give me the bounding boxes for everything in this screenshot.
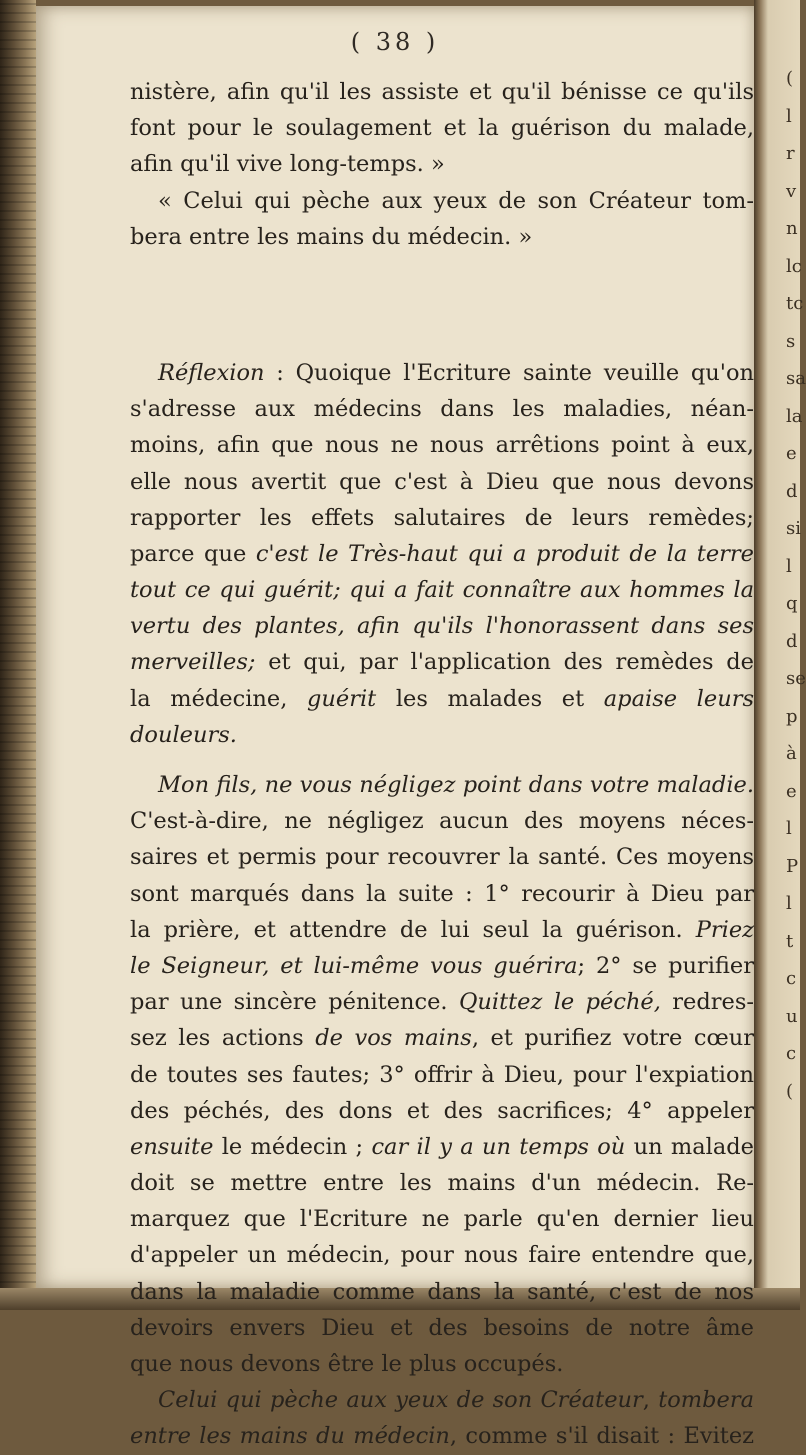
italic-text: apaise leurs [603,685,754,712]
paragraph-gap [130,753,754,767]
text-run: et qui, par l'application des remèdes de [255,649,754,676]
text-run: par une sincère pénitence. [130,989,459,1016]
text-run: , comme s'il disait : Evitez [449,1423,755,1450]
text-run: ; 2° se purifier [577,952,754,979]
text-line [130,644,754,680]
text-run: marquez que l'Ecriture ne parle qu'en dernier lieu [130,1206,754,1233]
text-run: : Quoique l'Ecriture sainte veuille qu'on [264,359,754,386]
text-run: des péchés, des dons et des sacrifices; 4° appeler [130,1097,754,1124]
facing-page-glyph: l [786,105,792,127]
text-line [130,876,754,912]
facing-page-glyph: n [786,218,798,239]
text-run: s'adresse aux médecins dans les maladies, néan- [130,396,754,423]
facing-page-glyph: se [786,668,806,689]
italic-text: car il y a un temps où [371,1133,626,1160]
facing-page-glyph: lc [786,255,802,277]
text-line [130,1418,754,1454]
text-run: font pour le soulagement et la guérison du malade, [130,115,754,142]
italic-text: entre les mains du médecin [130,1423,450,1450]
text-line [130,1310,754,1346]
text-run: d'appeler un médecin, pour nous faire entendre que, [130,1242,754,1269]
text-run: « Celui qui pèche aux yeux de son Créateur tom- [158,187,754,214]
facing-page-glyph: e [786,780,797,802]
text-line [130,536,754,572]
text-run: , [642,1387,659,1414]
text-line [130,74,754,110]
facing-page-glyph: si [786,518,801,539]
text-line [130,1057,754,1093]
text-run: afin qu'il vive long-temps. » [130,151,445,178]
text-line [130,608,754,644]
italic-text: tout ce qui guérit; qui a fait connaître aux hommes la [130,577,754,604]
text-line [130,984,754,1020]
facing-page-glyph: c [786,1043,797,1064]
text-run: parce que [130,540,256,567]
text-run: nistère, afin qu'il les assiste et qu'il bénisse ce qu'ils [130,79,754,105]
facing-page-glyph: v [786,180,797,202]
facing-page-glyph: e [786,443,797,464]
text-line [130,427,754,463]
text-line [130,839,754,875]
facing-page-glyph: p [786,705,798,727]
text-run: un malade [625,1133,754,1160]
facing-page-glyph: t [786,930,794,952]
text-line [130,1346,754,1382]
text-line [130,912,754,948]
text-line [130,146,754,182]
facing-page-glyph: d [786,630,798,652]
facing-page-glyph: r [786,143,795,164]
paragraph-gap [130,255,754,355]
text-line [130,1165,754,1201]
text-run: de toutes ses fautes; 3° offrir à Dieu, pour l'expiation [130,1061,754,1088]
text-line [130,464,754,500]
facing-page-glyph: la [786,405,803,427]
book-spine [0,0,36,1310]
facing-page-glyph: P [786,855,799,877]
facing-page-glyph: ( [786,1080,794,1102]
text-line [130,391,754,427]
text-run: C'est-à-dire, ne négligez aucun des moyens néces- [130,808,754,835]
text-run: elle nous avertit que c'est à Dieu que nous devons [130,468,754,495]
italic-text: Priez [695,916,754,943]
text-line [130,681,754,717]
text-line [130,767,754,803]
text-line [130,948,754,984]
italic-text: douleurs. [130,721,237,748]
text-line [130,572,754,608]
facing-page-glyph: sa [786,368,806,389]
italic-text: Quittez le péché, [458,989,661,1016]
text-run: moins, afin que nous ne nous arrêtions point à eux, [130,432,754,459]
italic-text: vertu des plantes, afin qu'ils l'honorassent dans ses [130,613,754,640]
facing-page-glyph: l [786,555,792,577]
text-line [130,1020,754,1056]
facing-page-glyph: ( [786,68,794,89]
italic-text: de vos mains [315,1025,472,1052]
facing-page-glyph: à [786,743,797,764]
text-line [130,1093,754,1129]
text-run: doit se mettre entre les mains d'un médecin. Re- [130,1170,754,1197]
page-body-text [130,74,754,1455]
italic-text: Réflexion [158,359,265,386]
facing-page-letters [786,60,806,1110]
text-run: les malades et [376,685,604,712]
text-line [130,1237,754,1273]
facing-page-glyph: s [786,330,796,352]
text-line [130,355,754,391]
facing-page-glyph: tc [786,293,804,314]
facing-page-glyph: c [786,968,797,989]
facing-page-glyph: d [786,480,798,502]
italic-text: le Seigneur, et lui-même vous guérira [130,952,578,979]
text-run: le médecin ; [213,1133,372,1160]
italic-text: merveilles; [130,649,256,676]
italic-text: Mon fils, ne vous négligez point dans votre maladie. [158,772,754,798]
text-line [130,717,754,753]
italic-text: ensuite [130,1133,214,1160]
text-run: la médecine, [130,685,307,712]
text-run: sez les actions [130,1025,316,1052]
italic-text: c'est le Très-haut qui a produit de la terre [255,540,754,567]
italic-text: Celui qui pèche aux yeux de son Créateur [158,1387,643,1414]
text-run: que nous devons être le plus occupés. [130,1351,564,1377]
text-run: la prière, et attendre de lui seul la guérison. [130,916,696,943]
text-run: devoirs envers Dieu et des besoins de notre âme [130,1314,754,1341]
text-run: saires et permis pour recouvrer la santé. Ces moyens [130,844,754,871]
italic-text: tombera [658,1387,754,1414]
facing-page-glyph: l [786,893,792,914]
text-run: dans la maladie comme dans la santé, c'est de nos [130,1278,754,1305]
text-run: sont marqués dans la suite : 1° recourir à Dieu par [130,880,754,907]
italic-text: guérit [307,685,377,712]
text-line [130,183,754,219]
text-line [130,219,754,255]
text-run: redres- [660,989,754,1016]
text-line [130,110,754,146]
facing-page-glyph: l [786,818,792,839]
text-line [130,1201,754,1237]
text-line [130,1382,754,1418]
text-line [130,803,754,839]
facing-page-glyph: u [786,1005,798,1027]
page-number: ( 38 ) [350,28,440,56]
text-run: bera entre les mains du médecin. » [130,223,533,250]
text-run: , et purifiez votre cœur [471,1025,755,1052]
text-line [130,1274,754,1310]
text-line [130,500,754,536]
text-run: rapporter les effets salutaires de leurs remèdes; [130,504,754,531]
facing-page-glyph: q [786,593,798,614]
text-line [130,1129,754,1165]
